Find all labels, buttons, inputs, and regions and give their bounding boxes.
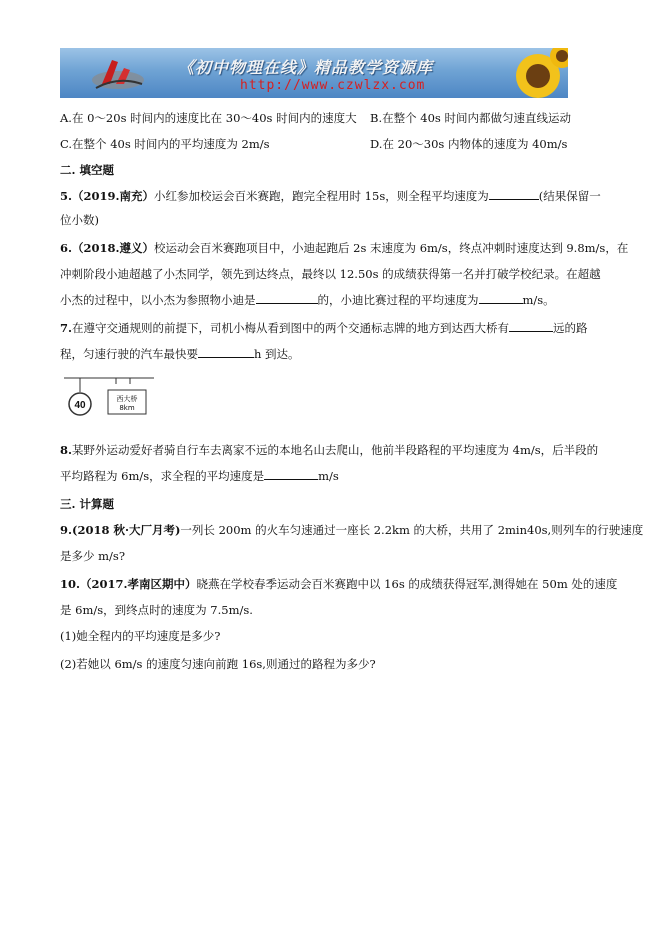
- option-d: D.在 20～30s 内物体的速度为 40m/s: [370, 137, 568, 151]
- question-text: 的，小迪比赛过程的平均速度为: [317, 293, 479, 307]
- speed-limit-value: 40: [74, 400, 86, 411]
- traffic-sign-figure: [64, 372, 154, 420]
- question-number: 8.: [60, 443, 73, 457]
- question-source: （2019.南充）: [72, 189, 155, 203]
- question-number: 5.: [60, 189, 73, 203]
- question-source: （2018.遵义）: [72, 241, 155, 255]
- answer-blank: [256, 293, 318, 304]
- question-number: 9.: [60, 523, 73, 537]
- option-c: C.在整个 40s 时间内的平均速度为 2m/s: [60, 137, 270, 151]
- question-text: 一列长 200m 的火车匀速通过一座长 2.2km 的大桥，共用了 2min40s,则列车的行驶速度: [180, 523, 644, 537]
- question-10-line-1: [60, 576, 617, 592]
- distance-sign-distance: 8km: [119, 404, 135, 412]
- option-a: A.在 0～20s 时间内的速度比在 30～40s 时间内的速度大: [60, 111, 357, 125]
- question-8-line-1: [60, 442, 598, 458]
- distance-sign-place: 西大桥: [116, 395, 138, 403]
- question-number: 10.: [60, 577, 81, 591]
- question-7-line-2: [60, 346, 300, 362]
- section-fill-heading: 二. 填空题: [60, 163, 115, 177]
- question-8-line-2: [60, 468, 339, 484]
- answer-blank: [198, 347, 254, 358]
- answer-blank: [264, 469, 318, 480]
- question-text: h 到达。: [254, 347, 300, 361]
- question-text: 小红参加校运会百米赛跑，跑完全程用时 15s，则全程平均速度为: [154, 189, 489, 203]
- question-text: m/s: [318, 469, 339, 483]
- question-source: (2018 秋·大厂月考): [72, 523, 181, 537]
- question-7-line-1: [60, 320, 588, 336]
- question-text: 平均路程为 6m/s，求全程的平均速度是: [60, 469, 265, 483]
- banner-title: 《初中物理在线》精品教学资源库: [178, 58, 434, 77]
- question-text: 小杰的过程中，以小杰为参照物小迪是: [60, 293, 256, 307]
- question-10-sub-1: (1)她全程内的平均速度是多少?: [60, 629, 221, 643]
- section-calc-heading: 三. 计算题: [60, 497, 115, 511]
- answer-blank: [489, 189, 539, 200]
- question-number: 6.: [60, 241, 73, 255]
- question-6-line-2: 冲刺阶段小迪超越了小杰同学，领先到达终点，最终以 12.50s 的成绩获得第一名并打破学校纪录。在超越: [60, 267, 601, 281]
- question-10-sub-2: (2)若她以 6m/s 的速度匀速向前跑 16s,则通过的路程为多少?: [60, 657, 376, 671]
- question-text: (结果保留一: [538, 189, 601, 203]
- question-text: 某野外运动爱好者骑自行车去离家不远的本地名山去爬山，他前半段路程的平均速度为 4m/s，后半段的: [72, 443, 599, 457]
- question-source: （2017.孝南区期中）: [80, 577, 197, 591]
- question-text: 程，匀速行驶的汽车最快要: [60, 347, 198, 361]
- question-text: 校运动会百米赛跑项目中，小迪起跑后 2s 末速度为 6m/s，终点冲刺时速度达到 9.8m/s，在: [154, 241, 629, 255]
- question-9-line-1: [60, 522, 643, 538]
- question-5-line-1: [60, 188, 601, 204]
- question-text: 在遵守交通规则的前提下，司机小梅从看到图中的两个交通标志牌的地方到达西大桥有: [72, 321, 510, 335]
- question-9-line-2: 是多少 m/s?: [60, 549, 126, 563]
- question-number: 7.: [60, 321, 73, 335]
- banner-url: http://www.czwlzx.com: [240, 78, 426, 93]
- question-6-line-1: [60, 240, 628, 256]
- question-text: 晓燕在学校春季运动会百米赛跑中以 16s 的成绩获得冠军,测得她在 50m 处的速度: [196, 577, 618, 591]
- question-10-line-2: 是 6m/s，到终点时的速度为 7.5m/s.: [60, 603, 253, 617]
- question-text: m/s。: [522, 293, 555, 307]
- logo-icon: [88, 54, 148, 94]
- option-b: B.在整个 40s 时间内都做匀速直线运动: [370, 111, 571, 125]
- sunflower-icon: [498, 48, 568, 98]
- answer-blank: [509, 321, 553, 332]
- question-text: 远的路: [553, 321, 588, 335]
- answer-blank: [479, 293, 523, 304]
- question-5-line-2: 位小数): [60, 213, 99, 227]
- question-6-line-3: [60, 292, 555, 308]
- header-banner: [60, 48, 568, 98]
